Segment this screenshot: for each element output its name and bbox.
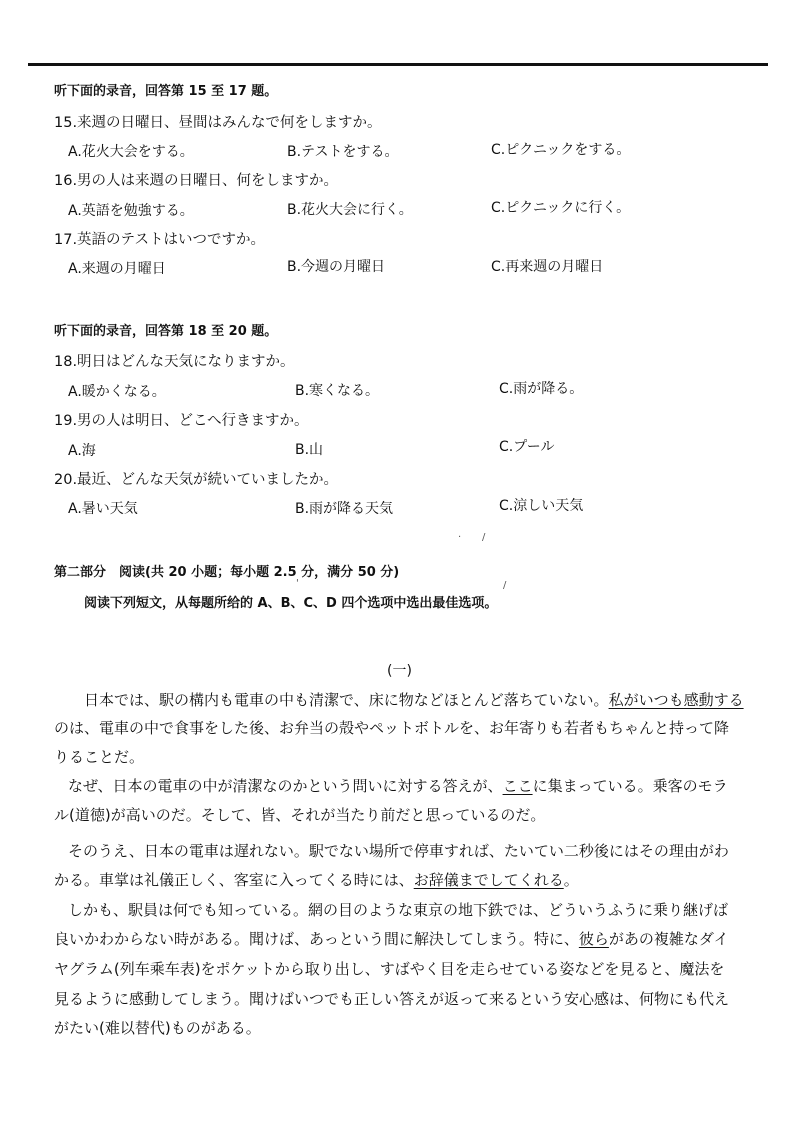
passage-line: なぜ、日本の電車の中が清潔なのかという問いに対する答えが、ここに集まっている。乗客のモラ: [68, 777, 728, 795]
underlined-phrase-2: ここ: [502, 777, 533, 795]
q19-option-a: A.海: [68, 443, 96, 459]
passage-line: そのうえ、日本の電車は遅れない。駅でない場所で停車すれば、たいてい二秒後にはその理由がわ: [68, 842, 729, 860]
scan-speck: ': [296, 578, 299, 589]
question-19: 19.男の人は明日、どこへ行きますか。: [54, 413, 309, 429]
question-18: 18.明日はどんな天気になりますか。: [54, 354, 295, 370]
q16-option-b: B.花火大会に行く。: [287, 202, 413, 218]
passage-line: がたい(难以替代)ものがある。: [54, 1019, 261, 1037]
underlined-phrase-4: 彼ら: [578, 930, 609, 948]
passage-line: かる。車掌は礼儀正しく、客室に入ってくる時には、お辞儀までしてくれる。: [54, 871, 579, 889]
listening-group1-instruction: 听下面的录音，回答第 15 至 17 题。: [54, 84, 278, 99]
q18-option-c: C.雨が降る。: [499, 381, 584, 397]
scan-speck: /: [503, 580, 507, 591]
question-20: 20.最近、どんな天気が続いていましたか。: [54, 472, 339, 488]
top-rule: [28, 63, 768, 66]
scan-speck: /: [482, 532, 486, 543]
q20-option-a: A.暑い天気: [68, 501, 138, 517]
q16-option-c: C.ピクニックに行く。: [491, 200, 631, 216]
q15-option-c: C.ピクニックをする。: [491, 142, 631, 158]
reading-section-header: 第二部分 阅读(共 20 小题；每小题 2.5 分，满分 50 分): [54, 565, 400, 580]
passage-line: ヤグラム(列车乘车表)をポケットから取り出し、すばやく目を走らせている姿などを見ると、魔法を: [54, 960, 725, 978]
q18-option-b: B.寒くなる。: [295, 383, 380, 399]
question-16: 16.男の人は来週の日曜日、何をしますか。: [54, 173, 339, 189]
q15-option-a: A.花火大会をする。: [68, 144, 194, 160]
q16-option-a: A.英語を勉強する。: [68, 203, 194, 219]
passage-line: ル(道徳)が高いのだ。そして、皆、それが当たり前だと思っているのだ。: [54, 806, 546, 824]
reading-instruction: 阅读下列短文，从每题所给的 A、B、C、D 四个选项中选出最佳选项。: [84, 596, 498, 611]
question-15: 15.来週の日曜日、昼間はみんなで何をしますか。: [54, 115, 382, 131]
q15-option-b: B.テストをする。: [287, 144, 399, 160]
passage-line: 日本では、駅の構内も電車の中も清潔で、床に物などほとんど落ちていない。私がいつも感動する: [84, 691, 744, 709]
q19-option-b: B.山: [295, 442, 324, 458]
scan-speck: ·: [458, 532, 462, 543]
passage-line: のは、電車の中で食事をした後、お弁当の殻やペットボトルを、お年寄りも若者もちゃんと持って降: [54, 719, 730, 737]
passage-title: (一): [387, 663, 412, 679]
q19-option-c: C.プール: [499, 439, 555, 455]
q17-option-b: B.今週の月曜日: [287, 259, 386, 275]
listening-group2-instruction: 听下面的录音，回答第 18 至 20 题。: [54, 324, 278, 339]
passage-line: 見るように感動してしまう。聞けばいつでも正しい答えが返って来るという安心感は、何物にも代え: [54, 990, 730, 1008]
passage-line: 良いかわからない時がある。聞けば、あっという間に解決してしまう。特に、彼らがあの複雑なダイ: [54, 930, 729, 948]
q17-option-a: A.来週の月曜日: [68, 261, 166, 277]
passage-line: しかも、駅員は何でも知っている。網の目のような東京の地下鉄では、どういうふうに乗り継げば: [68, 901, 729, 919]
question-17: 17.英語のテストはいつですか。: [54, 232, 265, 248]
q18-option-a: A.暖かくなる。: [68, 384, 166, 400]
underlined-phrase-1: 私がいつも感動する: [608, 691, 744, 709]
underlined-phrase-3: お辞儀までしてくれる: [413, 871, 564, 889]
q20-option-c: C.涼しい天気: [499, 498, 584, 514]
q17-option-c: C.再来週の月曜日: [491, 259, 604, 275]
passage-line: りることだ。: [54, 748, 145, 766]
q20-option-b: B.雨が降る天気: [295, 501, 394, 517]
